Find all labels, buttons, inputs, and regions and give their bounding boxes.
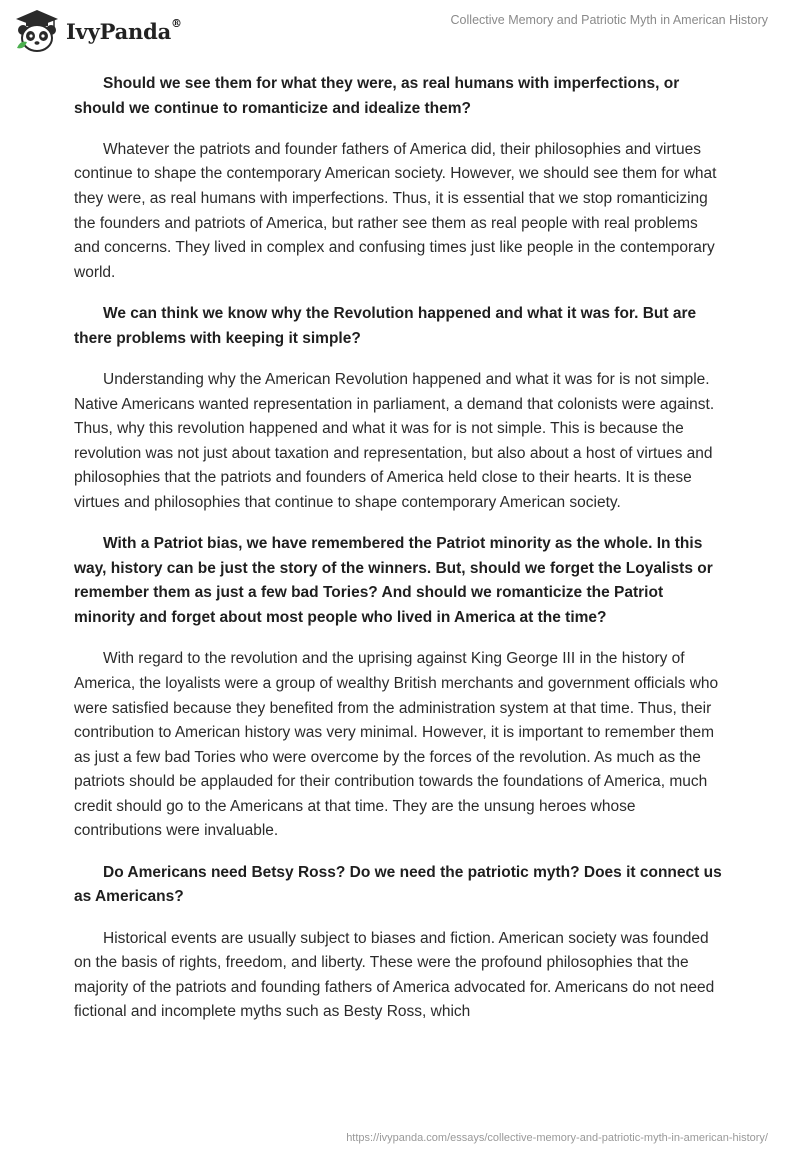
document-title: Collective Memory and Patriotic Myth in American History [450,13,768,27]
question-paragraph: We can think we know why the Revolution happened and what it was for. But are there problems with keeping it simple? [74,305,697,347]
question-paragraph: With a Patriot bias, we have remembered the Patriot minority as the whole. In this way, history can be just the story of the winners. But, should we forget the Loyalists or remember them as just a few bad Tories? And should we romanticize the Patriot minority and forget about most people who lived in America at the time? [74,535,713,627]
source-url[interactable]: https://ivypanda.com/essays/collective-memory-and-patriotic-myth-in-american-history/ [346,1132,768,1144]
answer-paragraph: Understanding why the American Revolution happened and what it was for is not simple. Native Americans wanted representation in parliament, a demand that colonists were against. Thus, why this revolution happened and what it was for is not simple. This is because the revolution was not just about taxation and representation, but also about a host of virtues and philosophies that the patriots and founders of America held close to their hearts. It is these virtues and philosophies that continue to shape contemporary American society. [74,371,715,511]
question-paragraph: Should we see them for what they were, as real humans with imperfections, or should we continue to romanticize and idealize them? [74,75,680,117]
panda-graduate-icon [14,8,60,54]
question-paragraph: Do Americans need Betsy Ross? Do we need the patriotic myth? Does it connect us as Americans? [74,863,722,906]
answer-paragraph: Historical events are usually subject to biases and fiction. American society was founded on the basis of rights, freedom, and liberty. These were the profound philosophies that the majority of the patriots and founding fathers of America advocated for. Americans do not need fictional and incomplete myths such as Besty Ross, which [74,929,715,1021]
answer-paragraph: Whatever the patriots and founder fathers of America did, their philosophies and virtues continue to shape the contemporary American society. However, we should see them for what they were, as real humans with imperfections. Thus, it is essential that we stop romanticizing the founders and patriots of America, but rather see them as real people with real problems and concerns. They lived in complex and confusing times just like people in the contemporary world. [74,140,717,281]
page-header [0,0,800,70]
logo-wordmark: IvyPanda® [66,16,182,44]
essay-body [74,72,724,1042]
answer-paragraph: With regard to the revolution and the uprising against King George III in the history of America, the loyalists were a group of wealthy British merchants and government officials who were satisfied because they benefited from the administration system at that time. Thus, their contribution to American history was very minimal. However, it is important to remember them as just a few bad Tories who were overcome by the forces of the revolution. As much as the patriots should be applauded for their contribution towards the foundations of America, much credit should go to the Americans at that time. They are the unsung heroes whose contributions were invaluable. [74,650,719,840]
ivypanda-logo[interactable] [14,8,182,54]
